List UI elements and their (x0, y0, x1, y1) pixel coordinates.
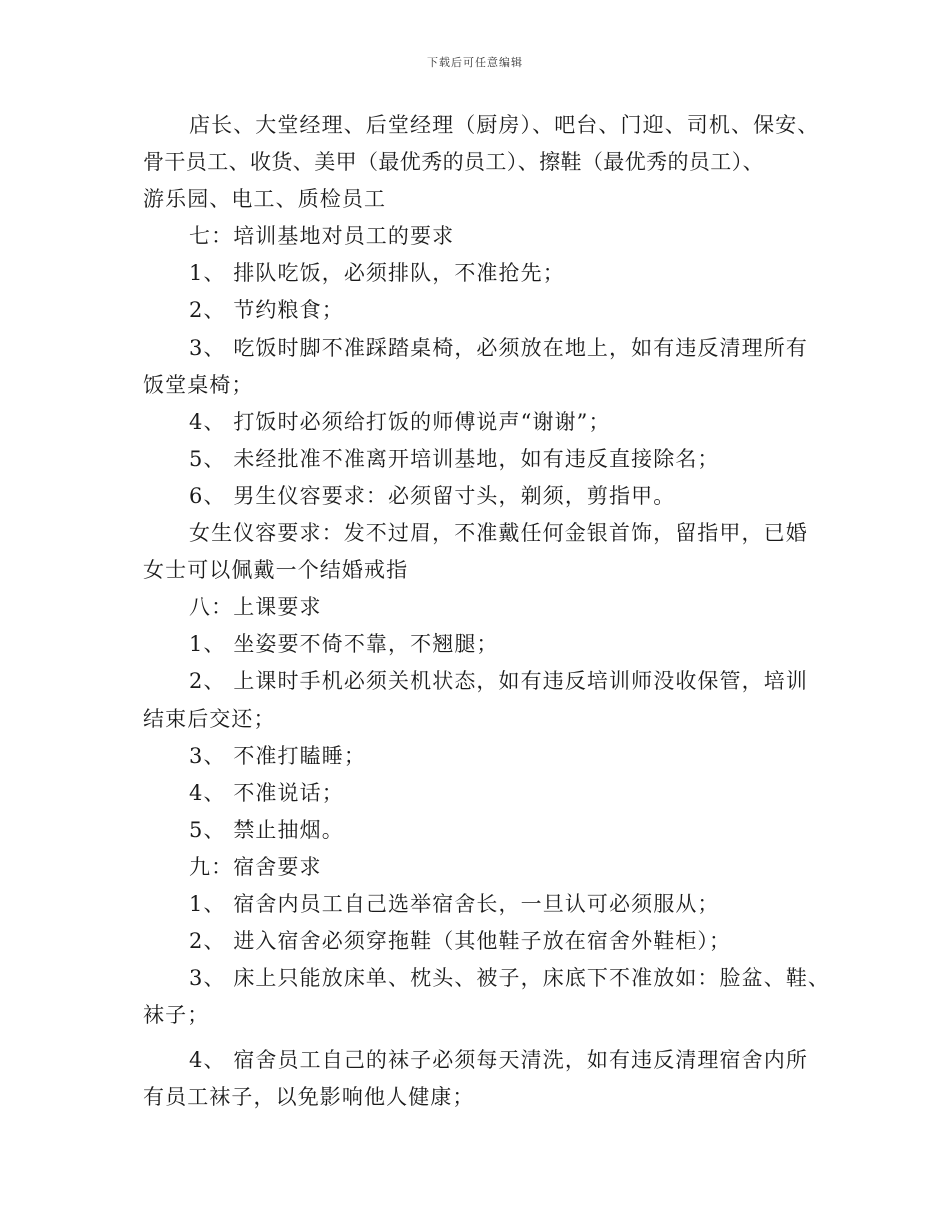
list-item: 5、 未经批准不准离开培训基地，如有违反直接除名； (189, 446, 720, 471)
text-line: 女生仪容要求：发不过眉，不准戴任何金银首饰，留指甲，已婚 (189, 521, 808, 546)
page-header-note: 下载后可任意编辑 (427, 56, 523, 69)
text-line: 游乐园、电工、质检员工 (143, 187, 387, 212)
list-item: 4、 打饭时必须给打饭的师傅说声“谢谢”； (189, 409, 611, 434)
paragraph-gap (143, 1034, 815, 1042)
document-body (143, 107, 831, 1117)
list-item-continuation: 有员工袜子，以免影响他人健康； (143, 1085, 475, 1110)
list-item: 3、 不准打瞌睡； (189, 743, 366, 768)
list-item: 2、 进入宿舍必须穿拖鞋（其他鞋子放在宿舍外鞋柜）； (189, 929, 732, 954)
text-line: 店长、大堂经理、后堂经理（厨房）、吧台、门迎、司机、保安、 (189, 113, 820, 137)
list-item: 1、 坐姿要不倚不靠，不翘腿； (189, 632, 499, 657)
list-item: 4、 不准说话； (189, 780, 344, 805)
list-item: 6、 男生仪容要求：必须留寸头，剃须，剪指甲。 (189, 483, 676, 508)
list-item: 3、 床上只能放床单、枕头、被子，床底下不准放如：脸盆、鞋、 (189, 966, 831, 991)
section-heading: 七：培训基地对员工的要求 (189, 224, 455, 249)
text-line: 骨干员工、收货、美甲（最优秀的员工）、擦鞋（最优秀的员工）、 (143, 150, 764, 175)
list-item: 1、 宿舍内员工自己选举宿舍长，一旦认可必须服从； (189, 891, 720, 916)
list-item-continuation: 袜子； (143, 1003, 210, 1028)
list-item: 3、 吃饭时脚不准踩踏桌椅，必须放在地上，如有违反清理所有 (189, 335, 808, 360)
section-heading: 九：宿舍要求 (189, 854, 322, 879)
list-item: 4、 宿舍员工自己的袜子必须每天清洗，如有违反清理宿舍内所 (189, 1048, 808, 1073)
text-line: 女士可以佩戴一个结婚戒指 (143, 558, 409, 583)
list-item: 2、 上课时手机必须关机状态，如有违反培训师没收保管，培训 (189, 669, 808, 694)
section-heading: 八：上课要求 (189, 595, 322, 620)
list-item-continuation: 结束后交还； (143, 706, 276, 731)
list-item-continuation: 饭堂桌椅； (143, 372, 254, 397)
list-item: 1、 排队吃饭，必须排队，不准抢先； (189, 261, 565, 286)
list-item: 5、 禁止抽烟。 (189, 817, 344, 842)
list-item: 2、 节约粮食； (189, 298, 344, 323)
